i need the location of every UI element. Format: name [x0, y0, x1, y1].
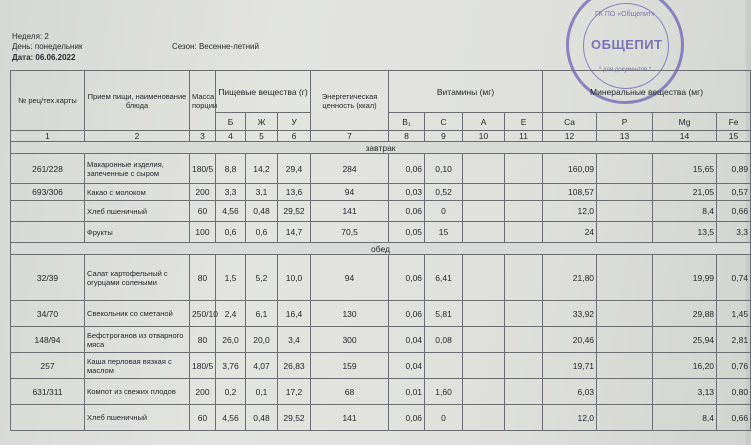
cell-mg: 15,65 [653, 154, 717, 184]
cell-e [505, 255, 543, 301]
table-row [11, 255, 751, 301]
cell-p [597, 379, 653, 405]
section-title: завтрак [11, 142, 751, 154]
table-row [11, 405, 751, 431]
col-e-header: E [505, 113, 543, 131]
cell-a [463, 405, 505, 431]
col-nutrients-header: Пищевые вещества (г) [216, 71, 311, 113]
cell-b1: 0,06 [389, 201, 425, 222]
cell-c: 6,41 [425, 255, 463, 301]
col-mass-header: Масса порции [190, 71, 216, 131]
day-label: День: понедельник [12, 42, 83, 51]
cell-name: Хлеб пшеничный [85, 405, 190, 431]
column-number-row [11, 131, 751, 142]
cell-name: Бефстроганов из отварного мяса [85, 327, 190, 353]
cell-zh: 14,2 [246, 154, 278, 184]
cell-p [597, 222, 653, 243]
table-row [11, 327, 751, 353]
cell-b1: 0,06 [389, 301, 425, 327]
column-number-cell: 13 [597, 131, 653, 142]
table-row [11, 301, 751, 327]
cell-ca: 12,0 [543, 201, 597, 222]
cell-a [463, 154, 505, 184]
cell-b1: 0,04 [389, 353, 425, 379]
section-header-row [11, 243, 751, 255]
cell-b: 26,0 [216, 327, 246, 353]
cell-fe: 0,89 [717, 154, 751, 184]
cell-p [597, 184, 653, 201]
cell-kcal: 284 [311, 154, 389, 184]
section-header-row [11, 142, 751, 154]
cell-u: 10,0 [278, 255, 311, 301]
cell-fe: 0,76 [717, 353, 751, 379]
cell-name: Фрукты [85, 222, 190, 243]
col-b1-header: B₁ [389, 113, 425, 131]
cell-mass: 60 [190, 201, 216, 222]
cell-u: 14,7 [278, 222, 311, 243]
cell-kcal: 141 [311, 405, 389, 431]
cell-ca: 12,0 [543, 405, 597, 431]
cell-ca: 160,09 [543, 154, 597, 184]
cell-u: 29,52 [278, 201, 311, 222]
cell-p [597, 301, 653, 327]
cell-num: 257 [11, 353, 85, 379]
cell-zh: 20,0 [246, 327, 278, 353]
cell-num: 693/306 [11, 184, 85, 201]
cell-mg: 29,88 [653, 301, 717, 327]
column-number-cell: 1 [11, 131, 85, 142]
cell-kcal: 130 [311, 301, 389, 327]
cell-mass: 200 [190, 379, 216, 405]
col-ca-header: Ca [543, 113, 597, 131]
cell-a [463, 184, 505, 201]
cell-b: 0,2 [216, 379, 246, 405]
cell-u: 17,2 [278, 379, 311, 405]
cell-u: 16,4 [278, 301, 311, 327]
cell-c: 0,08 [425, 327, 463, 353]
cell-b1: 0,06 [389, 255, 425, 301]
cell-name: Свекольник со сметаной [85, 301, 190, 327]
cell-b: 4,56 [216, 201, 246, 222]
col-c-header: C [425, 113, 463, 131]
cell-e [505, 379, 543, 405]
col-u-header: У [278, 113, 311, 131]
cell-e [505, 301, 543, 327]
column-number-cell: 7 [311, 131, 389, 142]
column-number-cell: 9 [425, 131, 463, 142]
cell-fe: 3,3 [717, 222, 751, 243]
cell-e [505, 353, 543, 379]
cell-num: 32/39 [11, 255, 85, 301]
cell-b: 8,8 [216, 154, 246, 184]
cell-name: Макаронные изделия, запеченные с сыром [85, 154, 190, 184]
column-number-cell: 14 [653, 131, 717, 142]
cell-p [597, 353, 653, 379]
cell-num: 631/311 [11, 379, 85, 405]
cell-kcal: 94 [311, 184, 389, 201]
stamp-bottom-text: * для документов * [598, 67, 652, 73]
cell-mg: 8,4 [653, 405, 717, 431]
cell-kcal: 141 [311, 201, 389, 222]
cell-name: Каша перловая вязкая с маслом [85, 353, 190, 379]
cell-fe: 0,74 [717, 255, 751, 301]
column-number-cell: 2 [85, 131, 190, 142]
cell-kcal: 68 [311, 379, 389, 405]
cell-b1: 0,06 [389, 405, 425, 431]
cell-p [597, 327, 653, 353]
cell-mass: 80 [190, 327, 216, 353]
cell-num [11, 405, 85, 431]
header-row-1 [11, 71, 751, 113]
cell-fe: 0,66 [717, 201, 751, 222]
column-number-cell: 3 [190, 131, 216, 142]
cell-kcal: 159 [311, 353, 389, 379]
stamp-name-text: ОБЩЕПИТ [591, 37, 663, 52]
date-label: Дата: 06.06.2022 [12, 53, 76, 62]
cell-kcal: 70,5 [311, 222, 389, 243]
cell-p [597, 154, 653, 184]
cell-b1: 0,03 [389, 184, 425, 201]
column-number-cell: 5 [246, 131, 278, 142]
cell-b1: 0,04 [389, 327, 425, 353]
col-meal-header: Прием пищи, наименование блюда [85, 71, 190, 131]
cell-num [11, 201, 85, 222]
cell-c: 15 [425, 222, 463, 243]
col-p-header: P [597, 113, 653, 131]
cell-zh: 0,6 [246, 222, 278, 243]
cell-c [425, 353, 463, 379]
col-vitamins-header: Витамины (мг) [389, 71, 543, 113]
stamp-org-text: ГК ПО «Общепит» [595, 11, 655, 18]
column-number-cell: 4 [216, 131, 246, 142]
cell-e [505, 405, 543, 431]
cell-kcal: 94 [311, 255, 389, 301]
cell-zh: 0,48 [246, 405, 278, 431]
cell-ca: 20,46 [543, 327, 597, 353]
cell-a [463, 327, 505, 353]
cell-b1: 0,01 [389, 379, 425, 405]
column-number-cell: 15 [717, 131, 751, 142]
cell-num: 34/70 [11, 301, 85, 327]
col-a-header: A [463, 113, 505, 131]
column-number-cell: 10 [463, 131, 505, 142]
column-number-cell: 8 [389, 131, 425, 142]
cell-zh: 5,2 [246, 255, 278, 301]
cell-a [463, 222, 505, 243]
col-recipe-header: № рец/тех.карты [11, 71, 85, 131]
cell-c: 1,60 [425, 379, 463, 405]
cell-a [463, 353, 505, 379]
cell-mg: 16,20 [653, 353, 717, 379]
cell-mass: 180/5 [190, 154, 216, 184]
season-label: Сезон: Весенне-летний [172, 42, 259, 51]
cell-b1: 0,06 [389, 154, 425, 184]
col-minerals-header: Минеральные вещества (мг) [543, 71, 751, 113]
cell-mg: 8,4 [653, 201, 717, 222]
cell-zh: 0,1 [246, 379, 278, 405]
cell-ca: 6,03 [543, 379, 597, 405]
col-fe-header: Fe [717, 113, 751, 131]
cell-u: 29,4 [278, 154, 311, 184]
cell-num: 261/228 [11, 154, 85, 184]
cell-p [597, 201, 653, 222]
cell-c: 0 [425, 405, 463, 431]
column-number-cell: 11 [505, 131, 543, 142]
cell-fe: 0,80 [717, 379, 751, 405]
table-row [11, 184, 751, 201]
cell-num [11, 222, 85, 243]
cell-zh: 3,1 [246, 184, 278, 201]
column-number-cell: 12 [543, 131, 597, 142]
cell-u: 26,83 [278, 353, 311, 379]
cell-e [505, 184, 543, 201]
cell-b: 3,76 [216, 353, 246, 379]
col-energy-header: Энергетическая ценность (ккал) [311, 71, 389, 131]
cell-u: 13,6 [278, 184, 311, 201]
cell-e [505, 154, 543, 184]
cell-c: 5,81 [425, 301, 463, 327]
cell-num: 148/94 [11, 327, 85, 353]
table-row [11, 154, 751, 184]
cell-mg: 3,13 [653, 379, 717, 405]
table-row [11, 379, 751, 405]
cell-b: 3,3 [216, 184, 246, 201]
cell-u: 3,4 [278, 327, 311, 353]
cell-fe: 0,66 [717, 405, 751, 431]
cell-p [597, 405, 653, 431]
cell-b1: 0,05 [389, 222, 425, 243]
menu-table [10, 70, 751, 431]
cell-mass: 80 [190, 255, 216, 301]
cell-name: Какао с молоком [85, 184, 190, 201]
cell-b: 2,4 [216, 301, 246, 327]
cell-ca: 24 [543, 222, 597, 243]
cell-ca: 108,57 [543, 184, 597, 201]
cell-fe: 0,57 [717, 184, 751, 201]
cell-mg: 13,5 [653, 222, 717, 243]
cell-a [463, 379, 505, 405]
cell-c: 0,10 [425, 154, 463, 184]
cell-mass: 200 [190, 184, 216, 201]
cell-fe: 2,81 [717, 327, 751, 353]
cell-b: 4,56 [216, 405, 246, 431]
table-row [11, 353, 751, 379]
cell-mass: 250/10 [190, 301, 216, 327]
cell-ca: 19,71 [543, 353, 597, 379]
cell-name: Салат картофельный с огурцами солеными [85, 255, 190, 301]
cell-mass: 180/5 [190, 353, 216, 379]
cell-zh: 4,07 [246, 353, 278, 379]
cell-name: Компот из свежих плодов [85, 379, 190, 405]
cell-b: 1,5 [216, 255, 246, 301]
cell-name: Хлеб пшеничный [85, 201, 190, 222]
cell-kcal: 300 [311, 327, 389, 353]
cell-p [597, 255, 653, 301]
cell-mass: 100 [190, 222, 216, 243]
table-row [11, 201, 751, 222]
section-title: обед [11, 243, 751, 255]
cell-a [463, 255, 505, 301]
cell-a [463, 301, 505, 327]
cell-ca: 21,80 [543, 255, 597, 301]
cell-c: 0 [425, 201, 463, 222]
cell-zh: 0,48 [246, 201, 278, 222]
cell-ca: 33,92 [543, 301, 597, 327]
cell-e [505, 201, 543, 222]
table-row [11, 222, 751, 243]
cell-a [463, 201, 505, 222]
column-number-cell: 6 [278, 131, 311, 142]
col-zh-header: Ж [246, 113, 278, 131]
cell-fe: 1,45 [717, 301, 751, 327]
cell-mg: 21,05 [653, 184, 717, 201]
cell-u: 29,52 [278, 405, 311, 431]
cell-zh: 6,1 [246, 301, 278, 327]
col-mg-header: Mg [653, 113, 717, 131]
cell-mass: 60 [190, 405, 216, 431]
cell-mg: 19,99 [653, 255, 717, 301]
cell-b: 0,6 [216, 222, 246, 243]
cell-c: 0,52 [425, 184, 463, 201]
col-b-header: Б [216, 113, 246, 131]
cell-mg: 25,94 [653, 327, 717, 353]
week-label: Неделя: 2 [12, 32, 49, 41]
cell-e [505, 327, 543, 353]
cell-e [505, 222, 543, 243]
